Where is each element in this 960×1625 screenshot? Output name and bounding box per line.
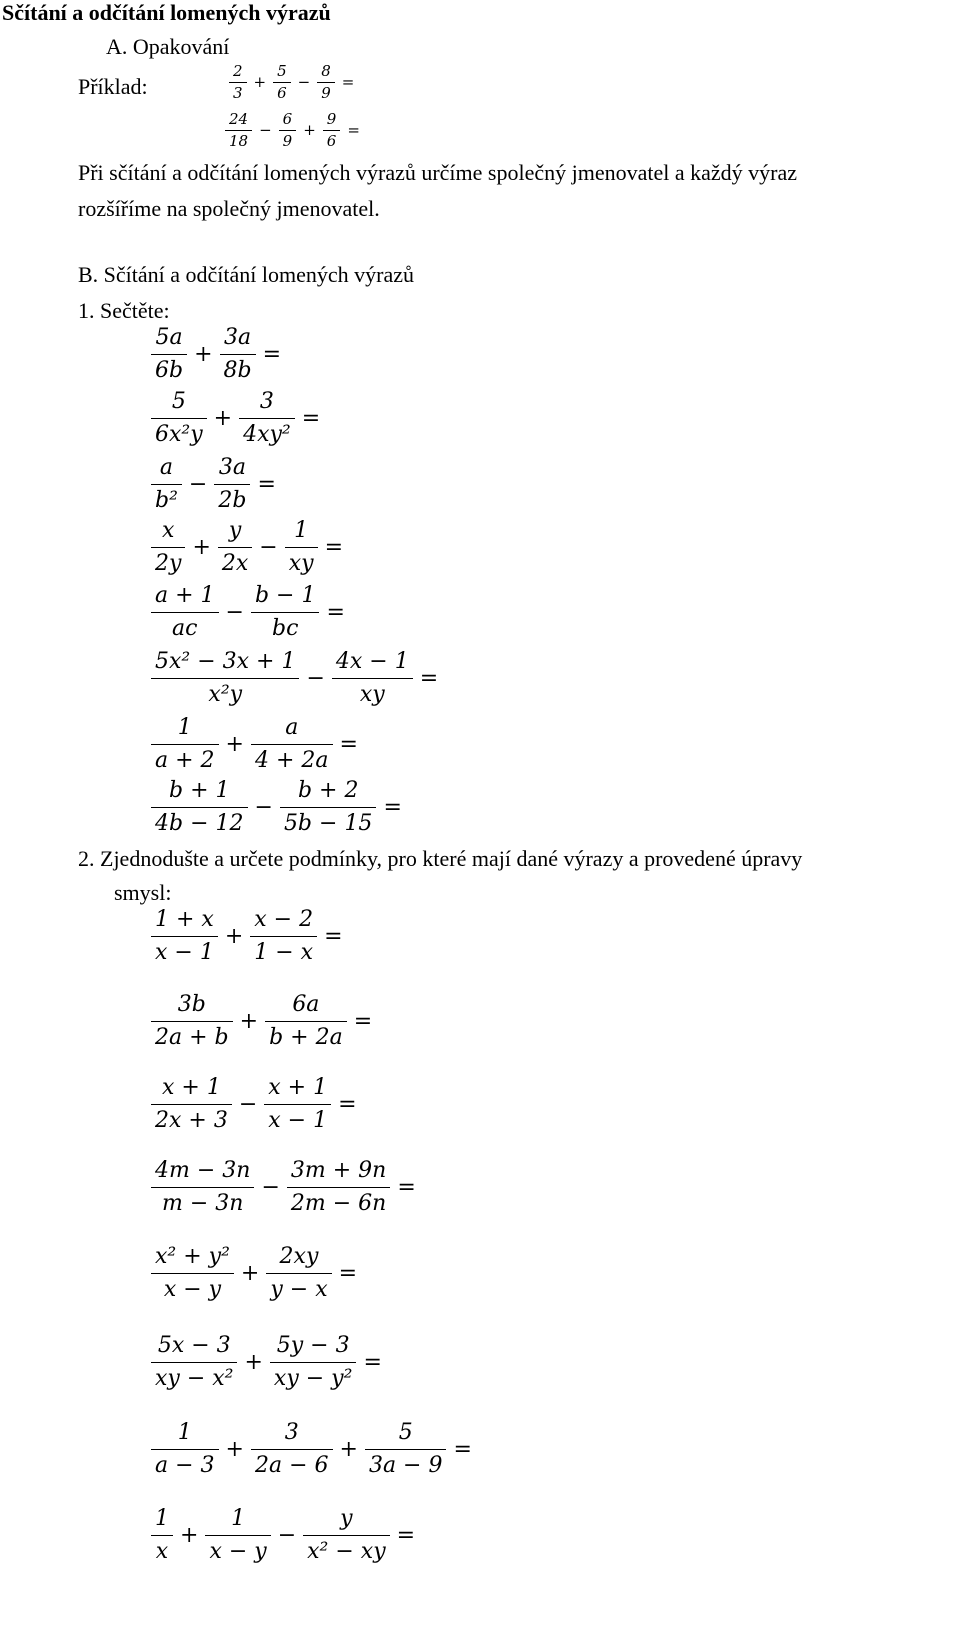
numerator: 5 — [277, 62, 287, 80]
fraction-bar — [279, 130, 297, 131]
fraction — [329, 651, 416, 706]
denominator: 6x²y — [155, 422, 203, 447]
fraction — [148, 457, 185, 512]
numerator: 5a — [155, 325, 183, 350]
fraction-bar — [251, 744, 333, 745]
document-title: Sčítání a odčítání lomených výrazů — [2, 0, 331, 25]
numerator: a + 1 — [155, 583, 215, 608]
denominator: 1 − x — [254, 940, 314, 965]
denominator: 2y — [155, 551, 182, 576]
numerator: 1 — [294, 518, 309, 543]
fraction — [277, 780, 380, 835]
fraction-bar — [332, 678, 413, 679]
fraction — [263, 1246, 334, 1301]
fraction-bar — [151, 547, 185, 548]
denominator: 6 — [277, 84, 287, 102]
operator: + — [224, 923, 244, 949]
example-label: Příklad: — [78, 74, 148, 99]
denominator: m − 3n — [162, 1191, 244, 1216]
operator: + — [240, 1260, 260, 1286]
fraction — [284, 1160, 393, 1215]
fraction — [148, 909, 221, 964]
fraction — [276, 112, 300, 149]
numerator: 3b — [177, 992, 206, 1017]
section-a-heading: A. Opakování — [106, 34, 230, 59]
fraction — [300, 1508, 392, 1563]
fraction-bar — [151, 418, 207, 419]
fraction — [148, 520, 188, 575]
numerator: 3a — [218, 455, 246, 480]
denominator: 2a + b — [155, 1025, 229, 1050]
fraction — [282, 520, 321, 575]
denominator: b² — [155, 488, 178, 513]
numerator: 4x − 1 — [335, 649, 409, 674]
task-1-expression-3 — [148, 457, 280, 512]
fraction-bar — [151, 744, 219, 745]
denominator: a + 2 — [155, 748, 215, 773]
example-expression-2 — [222, 112, 364, 149]
fraction — [226, 64, 250, 101]
numerator: 5 — [171, 389, 186, 414]
numerator: 3m + 9n — [290, 1158, 387, 1183]
fraction-bar — [151, 678, 299, 679]
denominator: x² − xy — [307, 1539, 386, 1564]
numerator: 1 — [177, 1420, 192, 1445]
task-1-expression-6 — [148, 651, 442, 706]
numerator: 24 — [229, 110, 249, 128]
equals-sign: = — [324, 534, 343, 560]
fraction-bar — [287, 1187, 390, 1188]
denominator: xy − x² — [155, 1366, 234, 1391]
denominator: 4 + 2a — [254, 748, 329, 773]
equals-sign: = — [396, 1522, 416, 1548]
operator: + — [192, 534, 211, 560]
denominator: bc — [272, 616, 299, 641]
numerator: 5x − 3 — [157, 1333, 231, 1358]
fraction — [262, 994, 350, 1049]
fraction-bar — [151, 612, 219, 613]
equals-sign: = — [324, 923, 343, 949]
denominator: xy − y² — [273, 1366, 353, 1391]
task-2-expression-2 — [148, 994, 376, 1049]
fraction-bar — [251, 612, 320, 613]
fraction-bar — [229, 82, 247, 83]
fraction — [320, 112, 344, 149]
fraction-bar — [151, 1535, 173, 1536]
fraction-bar — [151, 1449, 219, 1450]
operator: + — [225, 731, 244, 757]
denominator: 6b — [155, 358, 184, 383]
denominator: x — [155, 1539, 169, 1564]
equals-sign: = — [397, 1174, 416, 1200]
denominator: 4b − 12 — [155, 811, 244, 836]
task-2-expression-1 — [148, 909, 347, 964]
fraction-bar — [214, 484, 250, 485]
numerator: 8 — [321, 62, 331, 80]
fraction — [247, 909, 320, 964]
task-2-line-2: smysl: — [114, 880, 172, 905]
fraction-bar — [365, 1449, 447, 1450]
operator: − — [259, 534, 278, 560]
task-1-expression-1 — [148, 327, 285, 382]
fraction-bar — [270, 1362, 357, 1363]
equals-sign: = — [338, 1091, 357, 1117]
fraction-bar — [151, 484, 182, 485]
fraction-bar — [280, 807, 377, 808]
numerator: b + 2 — [297, 778, 359, 803]
operator: + — [244, 1349, 263, 1375]
fraction-bar — [303, 1535, 389, 1536]
operator: − — [225, 599, 244, 625]
operator: − — [297, 73, 311, 91]
equals-sign: = — [363, 1349, 382, 1375]
fraction — [148, 651, 302, 706]
fraction — [148, 717, 222, 772]
fraction-bar — [239, 418, 295, 419]
numerator: 4m − 3n — [155, 1158, 251, 1183]
numerator: y — [340, 1506, 353, 1531]
denominator: x²y — [208, 682, 243, 707]
numerator: 1 — [231, 1506, 246, 1531]
task-2-expression-5 — [148, 1246, 361, 1301]
fraction — [148, 1422, 222, 1477]
numerator: 3 — [284, 1420, 299, 1445]
denominator: 2m − 6n — [290, 1191, 387, 1216]
fraction — [362, 1422, 450, 1477]
fraction-bar — [323, 130, 341, 131]
fraction — [236, 391, 298, 446]
operator: − — [277, 1522, 297, 1548]
task-1-label: 1. Sečtěte: — [78, 298, 170, 323]
fraction — [148, 1077, 235, 1132]
fraction — [261, 1077, 334, 1132]
note-line-2: rozšíříme na společný jmenovatel. — [78, 196, 380, 221]
fraction — [222, 112, 255, 149]
fraction-bar — [151, 1021, 233, 1022]
task-2-line-1: 2. Zjednodušte a určete podmínky, pro které mají dané výrazy a provedené úpravy — [78, 846, 803, 871]
fraction-bar — [151, 1187, 254, 1188]
denominator: 2x + 3 — [155, 1108, 228, 1133]
denominator: 3a − 9 — [368, 1453, 443, 1478]
denominator: ac — [172, 616, 198, 641]
equals-sign: = — [419, 665, 439, 691]
task-2-expression-8 — [148, 1508, 419, 1563]
operator: + — [239, 1008, 259, 1034]
fraction — [148, 585, 222, 640]
fraction — [215, 520, 255, 575]
denominator: b + 2a — [269, 1025, 343, 1050]
fraction-bar — [151, 807, 248, 808]
numerator: b − 1 — [254, 583, 316, 608]
equals-sign: = — [453, 1436, 472, 1462]
fraction-bar — [251, 1449, 333, 1450]
numerator: 5y − 3 — [276, 1333, 350, 1358]
denominator: 2a − 6 — [254, 1453, 329, 1478]
operator: − — [254, 794, 273, 820]
denominator: y − x — [270, 1277, 328, 1302]
fraction — [248, 1422, 336, 1477]
fraction — [202, 1508, 273, 1563]
example-expression-1 — [226, 64, 358, 101]
equals-sign: = — [257, 471, 276, 497]
fraction — [148, 391, 210, 446]
denominator: x − y — [209, 1539, 267, 1564]
fraction-bar — [250, 936, 317, 937]
task-2-expression-3 — [148, 1077, 361, 1132]
fraction — [270, 64, 294, 101]
task-2-expression-6 — [148, 1335, 386, 1390]
denominator: xy — [359, 682, 385, 707]
fraction-bar — [151, 1273, 234, 1274]
fraction — [211, 457, 253, 512]
denominator: 3 — [233, 84, 243, 102]
denominator: 9 — [321, 84, 331, 102]
fraction-bar — [151, 1104, 232, 1105]
operator: + — [339, 1436, 358, 1462]
equals-sign: = — [353, 1008, 373, 1034]
denominator: 18 — [229, 132, 249, 150]
fraction — [248, 717, 336, 772]
numerator: 9 — [326, 110, 337, 128]
denominator: a − 3 — [155, 1453, 215, 1478]
fraction — [217, 327, 259, 382]
denominator: x − 1 — [268, 1108, 328, 1133]
fraction-bar — [151, 936, 218, 937]
fraction-bar — [218, 547, 252, 548]
numerator: x + 1 — [268, 1075, 328, 1100]
task-1-expression-7 — [148, 717, 362, 772]
denominator: x − y — [163, 1277, 222, 1302]
task-2-expression-4 — [148, 1160, 420, 1215]
numerator: 3a — [224, 325, 252, 350]
fraction-bar — [266, 1273, 331, 1274]
denominator: 2x — [221, 551, 249, 576]
fraction — [148, 994, 236, 1049]
operator: − — [306, 665, 325, 691]
task-1-expression-2 — [148, 391, 324, 446]
operator: − — [261, 1174, 280, 1200]
fraction — [148, 780, 251, 835]
operator: + — [303, 121, 316, 139]
fraction — [148, 1246, 237, 1301]
fraction-bar — [205, 1535, 270, 1536]
fraction-bar — [225, 130, 252, 131]
denominator: 4xy² — [243, 422, 291, 447]
equals-sign: = — [326, 599, 345, 625]
note-line-1: Při sčítání a odčítání lomených výrazů určíme společný jmenovatel a každý výraz — [78, 160, 798, 185]
fraction-bar — [317, 82, 335, 83]
operator: + — [253, 73, 267, 91]
task-1-expression-5 — [148, 585, 349, 640]
numerator: 5x² − 3x + 1 — [155, 649, 296, 674]
numerator: b + 1 — [169, 778, 230, 803]
numerator: 3 — [259, 389, 274, 414]
numerator: 1 — [155, 1506, 169, 1531]
equals-sign: = — [341, 73, 355, 91]
numerator: x + 1 — [162, 1075, 221, 1100]
fraction — [148, 1160, 257, 1215]
fraction — [248, 585, 323, 640]
task-1-expression-4 — [148, 520, 347, 575]
equals-sign: = — [347, 121, 360, 139]
fraction-bar — [273, 82, 291, 83]
operator: − — [188, 471, 208, 497]
denominator: xy — [288, 551, 314, 576]
equals-sign: = — [339, 731, 358, 757]
operator: + — [180, 1522, 199, 1548]
denominator: 8b — [223, 358, 252, 383]
numerator: a — [159, 455, 174, 480]
numerator: x² + y² — [155, 1244, 230, 1269]
operator: − — [259, 121, 272, 139]
numerator: 1 + x — [155, 907, 214, 932]
numerator: x — [162, 518, 175, 543]
numerator: 5 — [398, 1420, 413, 1445]
denominator: 9 — [282, 132, 293, 150]
operator: + — [194, 341, 213, 367]
section-b-heading: B. Sčítání a odčítání lomených výrazů — [78, 262, 415, 287]
numerator: 1 — [177, 715, 192, 740]
fraction — [148, 1335, 240, 1390]
operator: + — [225, 1436, 244, 1462]
denominator: 6 — [326, 132, 337, 150]
fraction-bar — [151, 354, 187, 355]
equals-sign: = — [301, 405, 321, 431]
fraction — [148, 327, 190, 382]
numerator: 2 — [233, 62, 243, 80]
equals-sign: = — [338, 1260, 358, 1286]
numerator: y — [228, 518, 242, 543]
fraction-bar — [265, 1021, 347, 1022]
fraction-bar — [285, 547, 318, 548]
operator: + — [213, 405, 233, 431]
fraction-bar — [264, 1104, 331, 1105]
numerator: 6a — [292, 992, 320, 1017]
fraction — [267, 1335, 360, 1390]
fraction-bar — [220, 354, 256, 355]
numerator: x − 2 — [254, 907, 314, 932]
denominator: 5b − 15 — [283, 811, 373, 836]
numerator: 6 — [282, 110, 293, 128]
fraction — [314, 64, 338, 101]
equals-sign: = — [262, 341, 282, 367]
denominator: 2b — [218, 488, 247, 513]
equals-sign: = — [383, 794, 402, 820]
numerator: 2xy — [279, 1244, 319, 1269]
task-2-expression-7 — [148, 1422, 476, 1477]
fraction — [148, 1508, 176, 1563]
operator: − — [238, 1091, 258, 1117]
numerator: a — [285, 715, 299, 740]
task-1-expression-8 — [148, 780, 406, 835]
denominator: x − 1 — [155, 940, 214, 965]
fraction-bar — [151, 1362, 237, 1363]
